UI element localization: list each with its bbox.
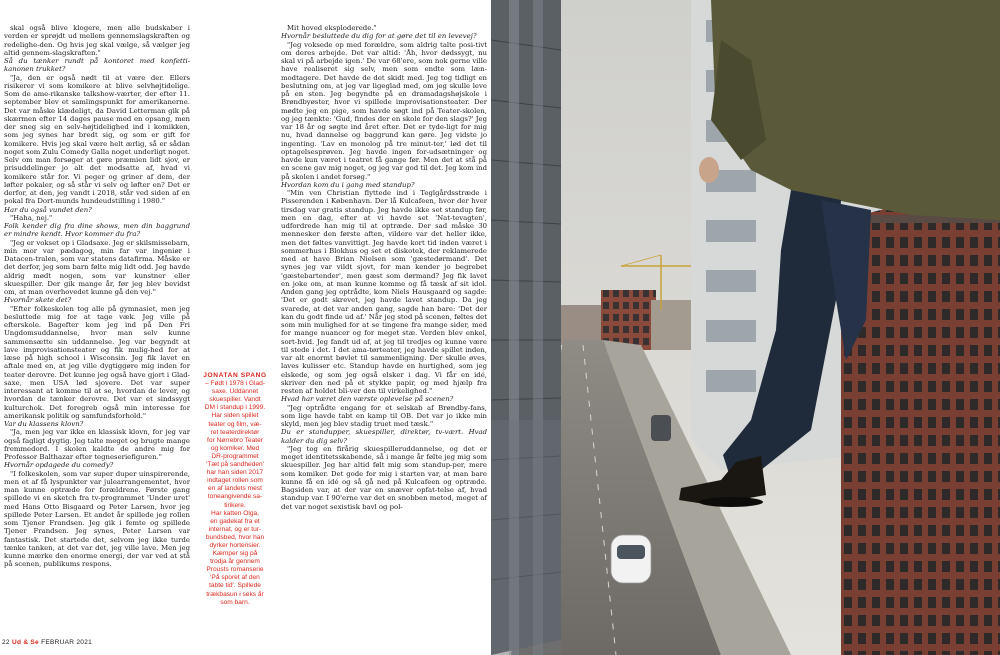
profile-line: for Nørrebro Teater [207, 436, 263, 444]
profile-line: skuespiller. Vandt [209, 396, 261, 404]
interview-question: Har du også vundet den? [4, 205, 92, 214]
body-paragraph: "Jeg er vokset op i Gladsaxe. Jeg er skilsmissebarn, min mor var pædagog, min far var ingeniør i Datacen-tralen, som var statens datafirma. Måske er det derfor, jeg som barn følte mig lidt odd. Jeg havde aldrig mødt nogen, som var kunstner eller skuespiller. Der gik mange år, før jeg blev bevidst om, at man overhovedet kunne gå den vej." [4, 238, 190, 296]
magazine-logo: Ud & Se [11, 639, 39, 646]
profile-line: internat, og er tur- [208, 525, 262, 533]
profile-line: 'Tæt på sandheden' [206, 461, 264, 469]
profile-line: 'På sporet af den [210, 574, 260, 582]
text-column-right [281, 24, 487, 511]
profile-line: Kæmper sig på [212, 550, 258, 558]
profile-line: saxe. Uddannet [211, 388, 259, 396]
body-paragraph: "Jeg voksede op med forældre, som aldrig talte posi-tivt om deres arbejde. Det var altid: 'Åh, hvor dødssygt, nu skal vi på arbejde igen.' De var 68'ere, som nok gerne ville have realiseret sig selv, men som endte som læn-modtagere. Det havde de det skidt med. Jeg tog tidligt en beslutning om, at jeg var ligeglad med, om jeg skulle leve på en sten. Jeg begyndte på en dramadagshøjskole i Brøndbyøster, hvor vi spillede improvisationsteater. Der mødte jeg en pige, som havde søgt ind på Teater-skolen, og jeg tænkte: 'Gud, findes der en skole for den slags?' Jeg var 18 år og søgte ind året efter. Det er tyde-ligt for mig nu, hvad dannelse og baggrund kan gøre. Jeg vidste jo ingenting. 'Lav en monolog på tre minut-ter,' lød det til optagelsesprøven. Jeg havde ingen for-udsætninger og havde kun været i teatret få gange før. Men det at stå på en scene gav mig noget, og jeg var god til det. Jeg kom ind på skolen i andet forsøg." [281, 40, 487, 181]
page-footer [2, 639, 92, 646]
city-photo-illustration [491, 0, 1000, 655]
body-paragraph: "I folkeskolen, som var super duper uinspirerende, men et af få lyspunkter var julearrangementet, hvor man kunne optræde for forældrene. Første gang spillede vi en sketch fra tv-programmet 'Under uret' med Hans Otto Bisgaard og Peter Larsen, hvor jeg spillede Peter Larsen. Et andet år spillede jeg rollen som Tjener Frandsen. Jeg gik i femte og spillede Tjener Frandsen. Jeg synes, Peter Larsen var fantastisk. Det startede det, selvom jeg ikke turde tænke tanken, at det var det, jeg ville lave. Men jeg kunne mærke den enorme energi, der var ved at stå på scenen, publikums respons. [4, 469, 190, 569]
interview-question: Var du klassens klovn? [4, 420, 84, 428]
issue-date: FEBRUAR 2021 [41, 639, 93, 646]
body-paragraph: "Min ven Christian flyttede ind i Teglgårdsstræde i Pisserenden i København. Der lå Kulcafeen, hvor der hver tirsdag var gratis standup. Jeg havde ikke set standup før, men en dag, efter at vi havde set 'Nat-tevagten', udfordrede han mig til at optræde. Der sad måske 30 mennesker den første aften, vildere var det heller ikke, men det føltes vanvittigt. Jeg havde kort tid inden været i sommerhus i Blokhus og set et diskotek, der reklamerede med at have Brian Nielsen som 'gæstedørmand'. Det synes jeg var vildt sjovt, for man kender jo begrebet 'gæstebartender', men gæst som dørmand? Jeg fik lavet en joke om, at man kunne komme og få tæsk af sit idol. Anden gang jeg optrådte, kom Niels Hausgaard og sagde: 'Det er godt skrevet, jeg havde lavet standup. Da jeg svarede, at det var anden gang, sagde han bare: 'Det der kan du godt finde ud af.' Når jeg stod på scenen, føltes det som min mulighed for at se tingene fra mange sider, med for mange nuancer og for meget stæ. Verden blev enkel, sort-hvid. Jeg fandt ud af, at jeg til tredjes og kunne være til stede i det. I det ama-tørteater, jeg havde spillet inden, var alt enormt bøvlet til sammenligning. Der skulle øves, laves kulisser etc. Standup havde en hurtighed, som jeg elskede, og som jeg også elsker i dag. Vi får en idé, skriver den ned på et stykke papir, og med hjælp fra resten af holdet bli-ver den til virkelighed." [281, 189, 487, 395]
body-paragraph: "Ja, den er også nødt til at være der. Ellers risikerer vi som komikere at blive selvhøjtidelige. Som de ame-rikanske talkshow-værter, der efter 11. september blev et samlingspunkt for amerikanerne. Det var måske klædeligt, da David Letterman gik på skærmen efter 14 dages pause med en opsang, men der sneg sig en selv-højtidelighed ind i komikken, som jeg synes har bredt sig, og som er gift for komikere. Hvis jeg skal være helt ærlig, så er sådan noget som Zulu Comedy Galla noget underligt noget. Selv om man forsøger at gøre præmien lidt sjov, er prisuddelinger jo alt det modsatte af, hvad vi komikere står for. Vi peger og griner af dem, der løfter pokaler, og så står vi selv og løfter en? Det er derfor, at den, jeg vandt i 2018, står ved siden af en pokal fra Dort-munds hundeudstilling i 1980." [4, 73, 190, 206]
profile-line: trækbasun i seks år [206, 590, 264, 598]
interview-question: Hvornår opdagede du comedy? [4, 461, 114, 470]
body-paragraph: "Efter folkeskolen tog alle på gymnasiet, men jeg besluttede mig for at tage væk. Jeg ville på efterskole. Bagefter kom jeg ind på Den Fri Ungdomsuddannelse, hvor man selv kunne sammensætte sin uddannelse. Jeg var begyndt at lave improvisationsteater og fik mulig-hed for at læse på high school i Wisconsin. Jeg fik lavet en aftale med en, at jeg ville dygtiggøre mig inden for teater derovre. Det kunne jeg også have gjort i Glad-saxe, men USA lød sjovere. Det var super interessant at komme til at se, hvordan de lever, og hvordan de tænker derovre. Det var et sindssygt kulturchok. Det foregreb også min interesse for amerikansk politik og samfundsforhold." [4, 304, 190, 420]
profile-line: som barn. [220, 598, 250, 606]
profile-line: og komiker. Med [210, 444, 260, 452]
article-page [0, 0, 491, 655]
interview-question: Du er standupper, skuespiller, direktør, tv-vært. Hvad kalder du dig selv? [281, 428, 487, 445]
page-number: 22 [2, 639, 10, 646]
profile-name: JONATAN SPANG [203, 372, 267, 379]
profile-line: bundsbed, hvor han [205, 533, 265, 541]
body-paragraph: "Jeg tog en firårig skuespilleruddannelse, og det er meget identitetsskabende, så i mange år følte jeg mig som skuespiller. Jeg har altid følt mig som standup-per, mere som komiker. Det gode for mig i starten var, at man bare kunne få en idé og så gå ned på Kulcafeen og optræde. Bagsiden var, at der var en snæver opfat-telse af, hvad standup var. I 90'erne var det en snobben metod, meget af det var noget sexistisk bavl og pol- [281, 444, 487, 511]
body-paragraph: "Ja, men jeg var ikke en klassisk klovn, for jeg var også fagligt dygtig. Jeg talte meget og brugte mange fremmedord. I skolen kaldte de andre mig for Professor Balthazar efter tegneserieﬁguren." [4, 428, 190, 461]
profile-line: tabte tid'. Spillede [209, 582, 261, 590]
profile-sidebar [200, 372, 270, 607]
profile-line: teater og film, væ- [208, 420, 262, 428]
body-paragraph: "Jeg optrådte engang for et selskab af Brøndby-fans, som lige havde tabt en kamp til OB. Det var jo ikke min skyld, men jeg blev stadig truet med tæsk." [281, 403, 487, 428]
interview-question: Så du tænker rundt på kontoret med konfetti-kanonen trukket? [4, 57, 190, 74]
profile-line: trodja år gennem [210, 558, 260, 566]
profile-line: har han siden 2017 [206, 469, 264, 477]
interview-question: Hvad har været den værste oplevelse på scenen? [281, 395, 454, 404]
interview-question: Hvordan kom du i gang med standup? [281, 180, 415, 189]
text-column-left [4, 24, 190, 569]
body-paragraph: skal også blive klogere, men alle budskaber i verden er sprøjdt ud mellem gennemslagskraften og redelighe-den. Og hvis jeg skal vælge, så vælger jeg altid gennem-slagskraften." [4, 24, 190, 57]
interview-question: Hvornår skete det? [4, 296, 72, 305]
cover-photo [491, 0, 1000, 655]
profile-line: indtaget rollen som [207, 477, 263, 485]
profile-line: ret teaterdirektør [210, 428, 260, 436]
profile-text [200, 380, 270, 607]
profile-line: Prousts romanserie [206, 566, 264, 574]
profile-line: Har katten Olga, [210, 509, 259, 517]
profile-line: DR-programmet [211, 452, 259, 460]
profile-line: Har siden spillet [211, 412, 259, 420]
body-paragraph: "Haha, nej." [10, 213, 53, 222]
profile-line: dyrker hortensier. [209, 541, 261, 549]
interview-question: Hvornår besluttede du dig for at gøre det til en levevej? [281, 32, 477, 41]
profile-line: – Født i 1978 i Glad- [204, 380, 266, 388]
profile-line: en af landets mest [208, 485, 262, 493]
profile-line: DM i standup i 1999. [204, 404, 266, 412]
profile-line: tirikere. [224, 501, 246, 509]
body-paragraph: Mit hoved eksploderede." [287, 24, 377, 32]
profile-line: toneangivende sa- [207, 493, 263, 501]
profile-line: en gadekat fra et [210, 517, 260, 525]
interview-question: Folk kender dig fra dine shows, men din baggrund er mindre kendt. Hvor kommer du fra? [4, 222, 190, 239]
